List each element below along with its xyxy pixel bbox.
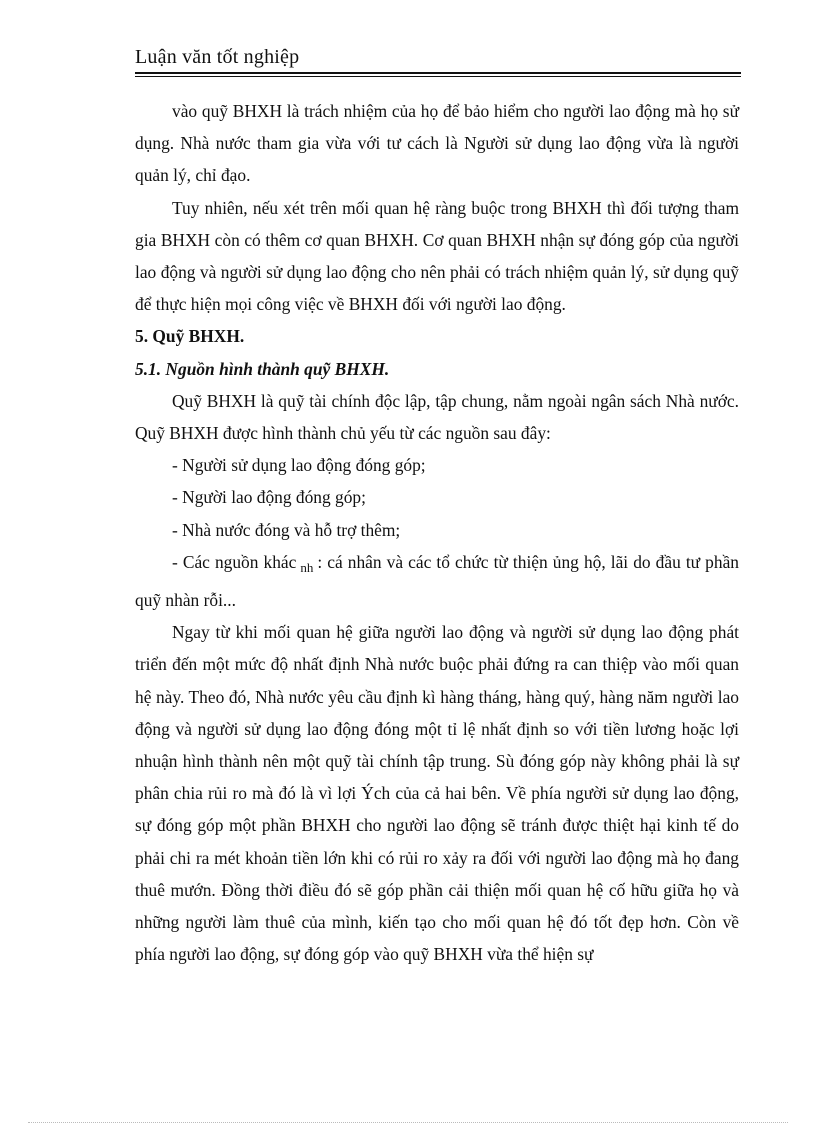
- header-rule-thin: [135, 76, 741, 77]
- list-item-text-b: : cá nhân và các tổ chức từ thiện ủng hộ, lãi do đầu tư phần quỹ nhàn rỗi...: [135, 551, 739, 611]
- list-item: - Người sử dụng lao động đóng góp;: [172, 455, 426, 476]
- list-item-text-a: - Các nguồn khác: [172, 551, 297, 572]
- subsection-heading-5-1: 5.1. Nguồn hình thành quỹ BHXH.: [135, 358, 390, 379]
- paragraph-1: vào quỹ BHXH là trách nhiệm của họ để bảo hiểm cho người lao động mà họ sử dụng. Nhà nước tham gia vừa với tư cách là Người sử dụng lao động vừa là người quản lý, chỉ đạo.: [135, 101, 739, 186]
- section-heading-5: 5. Quỹ BHXH.: [135, 326, 245, 347]
- list-item: - Nhà nước đóng và hỗ trợ thêm;: [172, 519, 401, 540]
- header-rule-thick: [135, 72, 741, 74]
- list-item: [135, 546, 739, 616]
- list-item-subscript: nh: [300, 559, 314, 575]
- paragraph-4: Ngay từ khi mối quan hệ giữa người lao động và người sử dụng lao động phát triển đến một mức độ nhất định Nhà nước buộc phải đứng ra can thiệp vào mối quan hệ này. Theo đó, Nhà nước yêu cầu định kì hàng tháng, hàng quý, hàng năm người lao động và người sử dụng lao động đóng một tỉ lệ nhất định so với tiền lương hoặc lợi nhuận hình thành nên một quỹ tài chính tập trung. Sù đóng góp này không phải là sự phân chia rủi ro mà đó là vì lợi Ých của cả hai bên. Về phía người sử dụng lao động, sự đóng góp một phần BHXH cho người lao động sẽ tránh được thiệt hại kinh tế do phải chi ra mét khoản tiền lớn khi có rủi ro xảy ra đối với người lao động mà họ đang thuê mướn. Đồng thời điều đó sẽ góp phần cải thiện mối quan hệ cố hữu giữa họ và những người làm thuê của mình, kiến tạo cho mối quan hệ đó tốt đẹp hơn. Còn về phía người lao động, sự đóng góp vào quỹ BHXH vừa thể hiện sự: [135, 622, 739, 965]
- running-header-title: Luận văn tốt nghiệp: [135, 46, 300, 68]
- paragraph-2: Tuy nhiên, nếu xét trên mối quan hệ ràng buộc trong BHXH thì đối tượng tham gia BHXH còn có thêm cơ quan BHXH. Cơ quan BHXH nhận sự đóng góp của người lao động và người sử dụng lao động cho nên phải có trách nhiệm quản lý, sử dụng quỹ để thực hiện mọi công việc về BHXH đối với người lao động.: [135, 197, 739, 315]
- list-item: - Người lao động đóng góp;: [172, 487, 366, 508]
- paragraph-3: Quỹ BHXH là quỹ tài chính độc lập, tập chung, nằm ngoài ngân sách Nhà nước. Quỹ BHXH được hình thành chủ yếu từ các nguồn sau đây:: [135, 390, 739, 444]
- document-body: [135, 95, 739, 970]
